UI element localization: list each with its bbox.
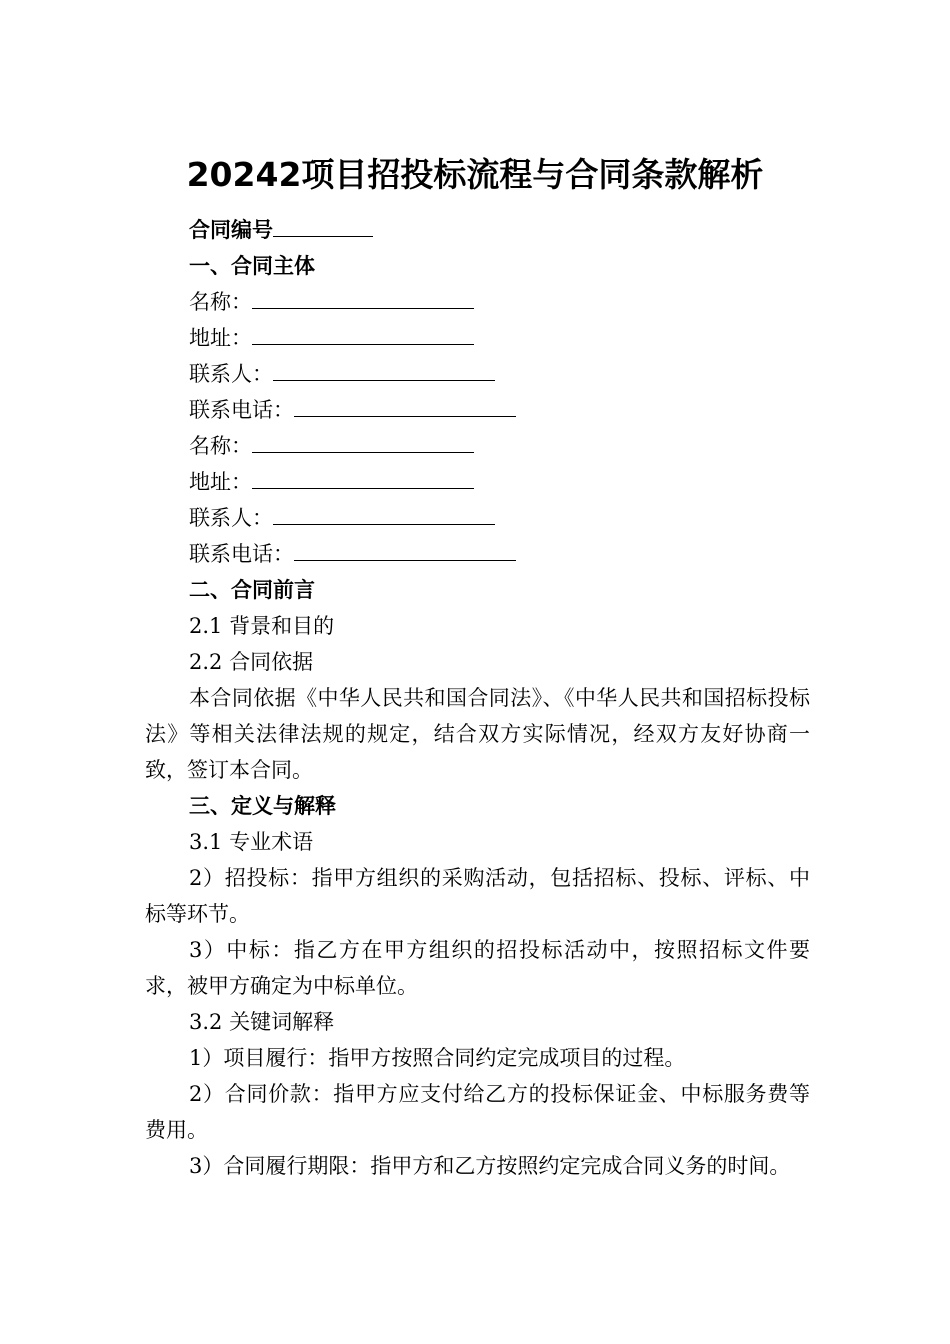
party-field-line bbox=[145, 464, 810, 500]
fill-blank bbox=[252, 320, 474, 345]
contract-number-line bbox=[145, 212, 810, 248]
party-field-label: 联系人： bbox=[189, 506, 273, 530]
paragraph-basis: 本合同依据《中华人民共和国合同法》、《中华人民共和国招标投标法》等相关法律法规的规定，结合双方实际情况，经双方友好协商一致，签订本合同。 bbox=[145, 686, 810, 782]
subsection-heading: 3.1 专业术语 bbox=[189, 830, 314, 854]
party-field-line bbox=[145, 284, 810, 320]
fill-blank bbox=[294, 536, 516, 561]
fill-blank bbox=[294, 392, 516, 417]
subsection-heading: 3.2 关键词解释 bbox=[189, 1010, 335, 1034]
party-field-label: 名称： bbox=[189, 434, 252, 458]
fill-blank bbox=[273, 356, 495, 381]
definition-item: 3）中标：指乙方在甲方组织的招投标活动中，按照招标文件要求，被甲方确定为中标单位。 bbox=[145, 938, 810, 998]
fill-blank bbox=[252, 464, 474, 489]
document-body bbox=[145, 212, 810, 1184]
party-field-line bbox=[145, 320, 810, 356]
document-title: 20242项目招投标流程与合同条款解析 bbox=[186, 155, 764, 194]
section-heading-definitions: 三、定义与解释 bbox=[189, 794, 336, 818]
party-field-line bbox=[145, 500, 810, 536]
party-field-line bbox=[145, 392, 810, 428]
party-field-line bbox=[145, 356, 810, 392]
party-field-line bbox=[145, 536, 810, 572]
party-field-label: 联系人： bbox=[189, 362, 273, 386]
party-field-label: 联系电话： bbox=[189, 398, 294, 422]
fill-blank bbox=[273, 500, 495, 525]
fill-blank bbox=[252, 284, 474, 309]
party-field-line bbox=[145, 428, 810, 464]
fill-blank bbox=[252, 428, 474, 453]
definition-item: 3）合同履行期限：指甲方和乙方按照约定完成合同义务的时间。 bbox=[189, 1154, 791, 1178]
section-heading-parties: 一、合同主体 bbox=[189, 254, 315, 278]
contract-number-blank bbox=[273, 212, 373, 237]
party-field-label: 地址： bbox=[189, 470, 252, 494]
definition-item: 2）招投标：指甲方组织的采购活动，包括招标、投标、评标、中标等环节。 bbox=[145, 866, 810, 926]
party-field-label: 联系电话： bbox=[189, 542, 294, 566]
section-heading-preamble: 二、合同前言 bbox=[189, 578, 315, 602]
subsection-heading: 2.2 合同依据 bbox=[189, 650, 314, 674]
definition-item: 2）合同价款：指甲方应支付给乙方的投标保证金、中标服务费等费用。 bbox=[145, 1082, 810, 1142]
subsection-heading: 2.1 背景和目的 bbox=[189, 614, 335, 638]
party-field-label: 名称： bbox=[189, 290, 252, 314]
contract-number-label: 合同编号 bbox=[189, 218, 273, 242]
definition-item: 1）项目履行：指甲方按照合同约定完成项目的过程。 bbox=[189, 1046, 686, 1070]
party-field-label: 地址： bbox=[189, 326, 252, 350]
